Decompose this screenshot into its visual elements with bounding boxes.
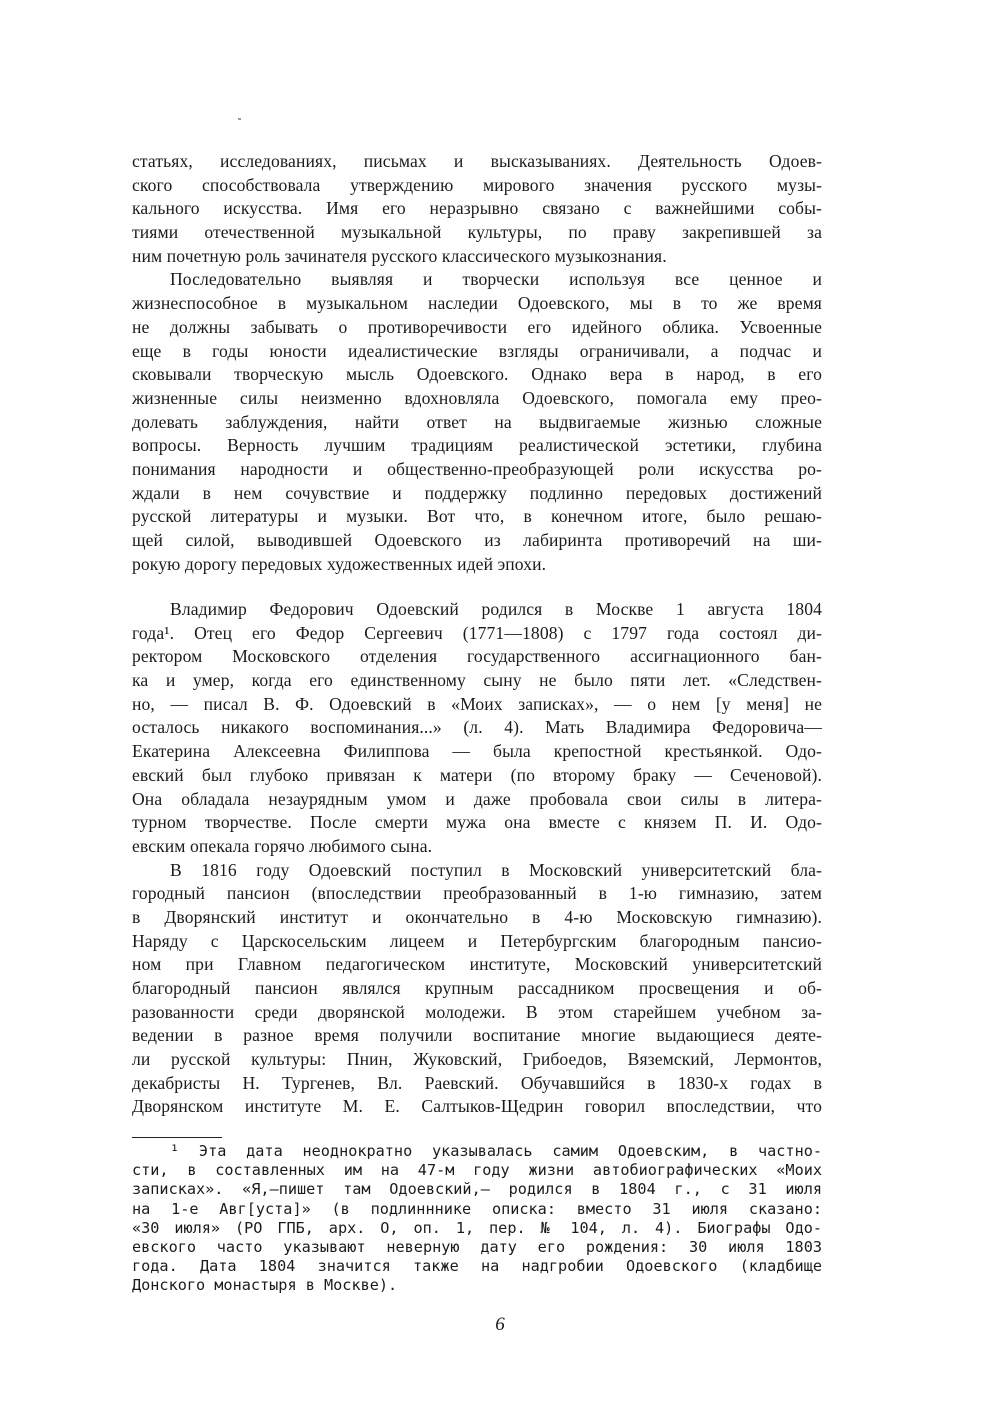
text-line: ждали в нем сочувствие и поддержку подлинно передовых достижений bbox=[132, 482, 822, 503]
paragraph-2 bbox=[132, 268, 822, 576]
text-line: городный пансион (впоследствии преобразованный в 1-ю гимназию, затем bbox=[132, 883, 822, 904]
text-line: жизнеспособное в музыкальном наследии Одоевского, мы в то же время bbox=[132, 293, 822, 314]
text-line: Она обладала незаурядным умом и даже пробовала свои силы в литера- bbox=[132, 788, 822, 809]
text-line: ним почетную роль зачинателя русского классического музыкознания. bbox=[132, 245, 667, 266]
paragraph-4 bbox=[132, 859, 822, 1120]
footnote-line: ¹ Эта дата неоднократно указывалась самим Одоевским, в частно- bbox=[170, 1142, 822, 1160]
text-line: в Дворянский институт и окончательно в 4-ю Московскую гимназию). bbox=[132, 906, 822, 927]
text-line: ном при Главном педагогическом институте, Московский университетский bbox=[132, 954, 822, 975]
footnote bbox=[132, 1142, 822, 1296]
text-line: осталось никакого воспоминания...» (л. 4). Мать Владимира Федоровича— bbox=[132, 717, 822, 738]
text-line: вопросы. Верность лучшим традициям реалистической эстетики, глубина bbox=[132, 435, 822, 456]
scan-speck bbox=[238, 118, 241, 120]
text-line: Последовательно выявляя и творчески используя все ценное и bbox=[170, 269, 822, 290]
text-line: турном творчестве. После смерти мужа она вместе с князем П. И. Одо- bbox=[132, 812, 822, 833]
text-line: В 1816 году Одоевский поступил в Московский университетский бла- bbox=[170, 859, 822, 880]
text-line: ректором Московского отделения государственного ассигнационного бан- bbox=[132, 646, 822, 667]
text-line: ведении в разное время получили воспитание многие выдающиеся деяте- bbox=[132, 1025, 822, 1046]
text-line: кального искусства. Имя его неразрывно связано с важнейшими собы- bbox=[132, 198, 822, 219]
text-section-2 bbox=[132, 598, 822, 1119]
text-line: тиями отечественной музыкальной культуры, по праву закрепившей за bbox=[132, 222, 822, 243]
text-line: года¹. Отец его Федор Сергеевич (1771—1808) с 1797 года состоял ди- bbox=[132, 622, 822, 643]
footnote-line: «30 июля» (РО ГПБ, арх. О, оп. 1, пер. № 104, л. 4). Биографы Одо- bbox=[132, 1218, 822, 1237]
footnote-line: записках». «Я,—пишет там Одоевский,— родился в 1804 г., с 31 июля bbox=[132, 1180, 822, 1199]
footnote-line: сти, в составленных им на 47-м году жизни автобиографических «Моих bbox=[132, 1161, 822, 1180]
text-line: Наряду с Царскосельским лицеем и Петербургским благородным пансио- bbox=[132, 930, 822, 951]
text-line: декабристы Н. Тургенев, Вл. Раевский. Обучавшийся в 1830-х годах в bbox=[132, 1072, 822, 1093]
text-line: Екатерина Алексеевна Филиппова — была крепостной крестьянкой. Одо- bbox=[132, 741, 822, 762]
footnote-divider bbox=[132, 1137, 222, 1138]
text-line: Дворянском институте М. Е. Салтыков-Щедрин говорил впоследствии, что bbox=[132, 1096, 822, 1117]
footnote-line: года. Дата 1804 значится также на надгробии Одоевского (кладбище bbox=[132, 1257, 822, 1276]
text-line: не должны забывать о противоречивости его идейного облика. Усвоенные bbox=[132, 316, 822, 337]
footnote-line: Донского монастыря в Москве). bbox=[132, 1276, 398, 1295]
text-line: сковывали творческую мысль Одоевского. Однако вера в народ, в его bbox=[132, 364, 822, 385]
footnote-line: евского часто указывают неверную дату его рождения: 30 июля 1803 bbox=[132, 1237, 822, 1256]
text-line: ского способствовала утверждению мирового значения русского музы- bbox=[132, 174, 822, 195]
text-line: разованности среди дворянской молодежи. В этом старейшем учебном за- bbox=[132, 1001, 822, 1022]
text-line: благородный пансион являлся крупным рассадником просвещения и об- bbox=[132, 978, 822, 998]
text-line: щей силой, выводившей Одоевского из лабиринта противоречий на ши- bbox=[132, 530, 822, 550]
text-line: ли русской культуры: Пнин, Жуковский, Грибоедов, Вяземский, Лермонтов, bbox=[132, 1049, 822, 1070]
text-line: понимания народности и общественно-преобразующей роли искусства ро- bbox=[132, 458, 822, 479]
footnote-line: на 1-е Авг[уста]» (в подлинннике описка: вместо 31 июля сказано: bbox=[132, 1199, 822, 1218]
text-section-1 bbox=[132, 150, 822, 576]
text-line: евским опекала горячо любимого сына. bbox=[132, 835, 433, 856]
text-line: рокую дорогу передовых художественных идей эпохи. bbox=[132, 553, 547, 574]
text-line: русской литературы и музыки. Вот что, в конечном итоге, было решаю- bbox=[132, 506, 822, 527]
text-line: долевать заблуждения, найти ответ на выдвигаемые жизнью сложные bbox=[132, 411, 822, 432]
paragraph-1 bbox=[132, 150, 822, 268]
text-line: жизненные силы неизменно вдохновляла Одоевского, помогала ему прео- bbox=[132, 387, 822, 408]
page-number: 6 bbox=[495, 1314, 505, 1335]
text-line: Владимир Федорович Одоевский родился в Москве 1 августа 1804 bbox=[170, 599, 822, 619]
text-line: но, — писал В. Ф. Одоевский в «Моих записках», — о нем [у меня] не bbox=[132, 693, 822, 714]
text-line: евский был глубоко привязан к матери (по второму браку — Сеченовой). bbox=[132, 764, 822, 785]
text-line: статьях, исследованиях, письмах и высказываниях. Деятельность Одоев- bbox=[132, 151, 822, 171]
text-line: еще в годы юности идеалистические взгляды ограничивали, а подчас и bbox=[132, 340, 822, 361]
paragraph-3 bbox=[132, 598, 822, 859]
text-line: ка и умер, когда его единственному сыну не было пяти лет. «Следствен- bbox=[132, 670, 822, 691]
